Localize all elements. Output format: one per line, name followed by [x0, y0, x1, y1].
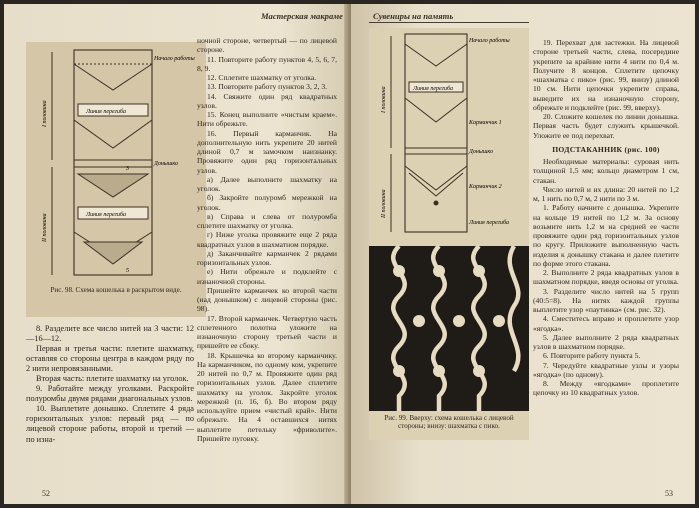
paragraph: в) Справа и слева от полуромба сплетите шахматку от уголка. — [197, 211, 337, 230]
paragraph: Первая и третья части: плетите шахматку, оставляя со стороны центра в каждом ряду по 2 нити непровязанными. — [26, 344, 194, 374]
figure-98-caption: Рис. 98. Схема кошелька в раскрытом виде. — [50, 286, 182, 294]
label-pocket-1: Карманчик 1 — [469, 120, 502, 126]
running-head-right: Сувениры на память — [373, 11, 454, 21]
paragraph: Пришейте карманчек ко второй части (над донышком) с лицевой стороны (рис. 98). — [197, 285, 337, 314]
paragraph: е) Нити обрежьте и подклейте с изнаночной стороны. — [197, 267, 337, 286]
paragraph: 7. Чередуйте квадратные узлы и узоры «ягодка» (по одному). — [533, 360, 679, 379]
label-fold-2: Линия перегиба — [86, 212, 127, 218]
label-fold-2: Линия перегиба — [469, 220, 510, 226]
purse-open-diagram — [26, 42, 206, 282]
label-5: 5 — [126, 268, 129, 274]
label-bottom: Донышко — [154, 161, 178, 167]
label-half-1: I половина — [381, 86, 387, 113]
paragraph: 20. Сложите кошелек по линии донышка. Первая часть будет служить крышечкой. Уложите ее под перехват. — [533, 112, 679, 140]
paragraph: 16. Первый карманчик. На дополнительную нить укрепите 20 нитей длиной 0,7 м замочком наизнанку. Провяжите один ряд горизонтальных узлов. — [197, 128, 337, 175]
figure-99 — [369, 28, 529, 440]
paragraph: б) Закройте полуромб мережкой на уголок. — [197, 193, 337, 212]
paragraph: а) Далее выполните шахматку на уголок. — [197, 174, 337, 193]
label-bottom: Донышко — [469, 149, 493, 155]
figure-99-caption: Рис. 99. Вверху: схема кошелька с лицевой стороны; внизу: шахматка с пико. — [384, 414, 514, 431]
paragraph: 6. Повторите работу пункта 5. — [543, 351, 641, 361]
label-fold: Линия перегиба — [86, 109, 127, 115]
page-number-right: 53 — [665, 489, 673, 498]
paragraph: 9. Работайте между уголками. Раскройте полуромбы двумя рядами диагональных узлов. — [26, 384, 194, 404]
label-half-1: I половина — [42, 100, 48, 127]
paragraph: 4. Сместитесь вправо и проплетите узор «ягодка». — [533, 314, 679, 333]
paragraph: д) Заканчивайте карманчек 2 рядами горизонтальных узлов. — [197, 248, 337, 267]
left-page — [4, 4, 348, 504]
section-title: ПОДСТАКАННИК (рис. 100) — [552, 144, 660, 154]
paragraph: 12. Сплетите шахматку от уголка. — [207, 73, 317, 82]
paragraph: Число нитей и их длина: 20 нитей по 1,2 м, 1 нить по 0,7 м, 2 нити по 3 м. — [533, 184, 679, 203]
label-half-2: II половина — [381, 189, 387, 218]
purse-front-diagram — [369, 28, 529, 243]
paragraph: ночной стороне, четвертый — по лицевой стороне. — [197, 36, 337, 55]
paragraph: 14. Свяжите один ряд квадратных узлов. — [197, 91, 337, 110]
label-pocket-2: Карманчик 2 — [469, 184, 502, 190]
right-column — [533, 38, 679, 398]
paragraph: 3. Разделите число нитей на 5 групп (40:5=8). На нитях каждой группы выплетите узор «паутинка» (см. рис. 32). — [533, 286, 679, 314]
paragraph: 18. Крышечка ко второму карманчику. На карманчиком, по одному ком, укрепите 20 нитей по 0,7 м. Провяжите один ряд горизонтальных узлов. Далее сплетите шахматку на уголок. Закройте уголок мережкой (п. 16, б). Во втором ряду используйте прием «чистый край». Нити обрежьте. На 4 оставшихся нитях выплетите петельку «фриволите». Пришейте пуговку. — [197, 350, 337, 443]
paragraph: г) Ниже уголка провяжите еще 2 ряда квадратных узлов в шахматном порядке. — [197, 230, 337, 249]
book-spread — [4, 4, 695, 504]
paragraph: 15. Конец выполните «чистым краем». Нити обрежьте. — [197, 110, 337, 129]
paragraph: Вторая часть: плетите шахматку на уголок. — [36, 374, 189, 384]
label-fold: Линия перегиба — [413, 86, 454, 92]
paragraph: 19. Перехват для застежки. На лицевой стороне третьей части, слева, посередине укрепите за крайние нити 4 нити по 0,4 м. Получите 8 концов. Сплетите цепочку «шахматка с пико» (рис. 99, внизу) длиной 10 см. Нити цепочки укрепите справа, выведите их на изнаночную сторону, обрежьте и подклейте (рис. 99, вверху). — [533, 38, 679, 112]
label-half-2: II половина — [42, 213, 48, 242]
paragraph: 10. Выплетите донышко. Сплетите 4 ряда горизонтальных узлов: первый ряд — по лицевой стороне работы, второй и третий — по изна- — [26, 404, 194, 444]
figure-98 — [26, 42, 206, 317]
paragraph: 11. Повторите работу пунктов 4, 5, 6, 7, 8, 9. — [197, 54, 337, 73]
page-number-left: 52 — [42, 489, 50, 498]
label-start: Начало работы — [469, 38, 510, 44]
paragraph: 17. Второй карманчек. Четвертую часть сплетенного полотна уложите на изнаночную сторону третьей части и пришейте ее сбоку. — [197, 313, 337, 351]
paragraph: 13. Повторите работу пунктов 3, 2, 3. — [207, 82, 328, 92]
left-column-1 — [26, 324, 194, 445]
running-head-left: Мастерская макраме — [261, 11, 343, 21]
label-3: 3 — [126, 166, 129, 172]
paragraph: 2. Выполните 2 ряда квадратных узлов в шахматном порядке, введя основы от уголка. — [533, 268, 679, 287]
paragraph: 8. Разделите все число нитей на 3 части: 12—16—12. — [26, 324, 194, 344]
knot-chain-photo — [369, 246, 529, 411]
left-column-2 — [197, 36, 337, 443]
paragraph: 5. Далее выполните 2 ряда квадратных узлов в шахматном порядке. — [533, 332, 679, 351]
paragraph: 1. Работу начните с донышка. Укрепите на кольце 19 нитей по 1,2 м. За основу возьмите нить 1,2 м на средней ее части провяжите один ряд горизонтальных узлов по кругу. Приложите выполненную часть изделия к донышку стакана и далее плетите по форме этого стакана. — [533, 203, 679, 268]
paragraph: Необходимые материалы: суровая нить толщиной 1,5 мм; кольцо диаметром 1 см, стакан. — [533, 157, 679, 185]
paragraph: 8. Между «ягодками» проплетите цепочку из 10 квадратных узлов. — [533, 379, 679, 398]
header-rule — [369, 22, 529, 23]
label-start: Начало работы — [154, 56, 195, 62]
